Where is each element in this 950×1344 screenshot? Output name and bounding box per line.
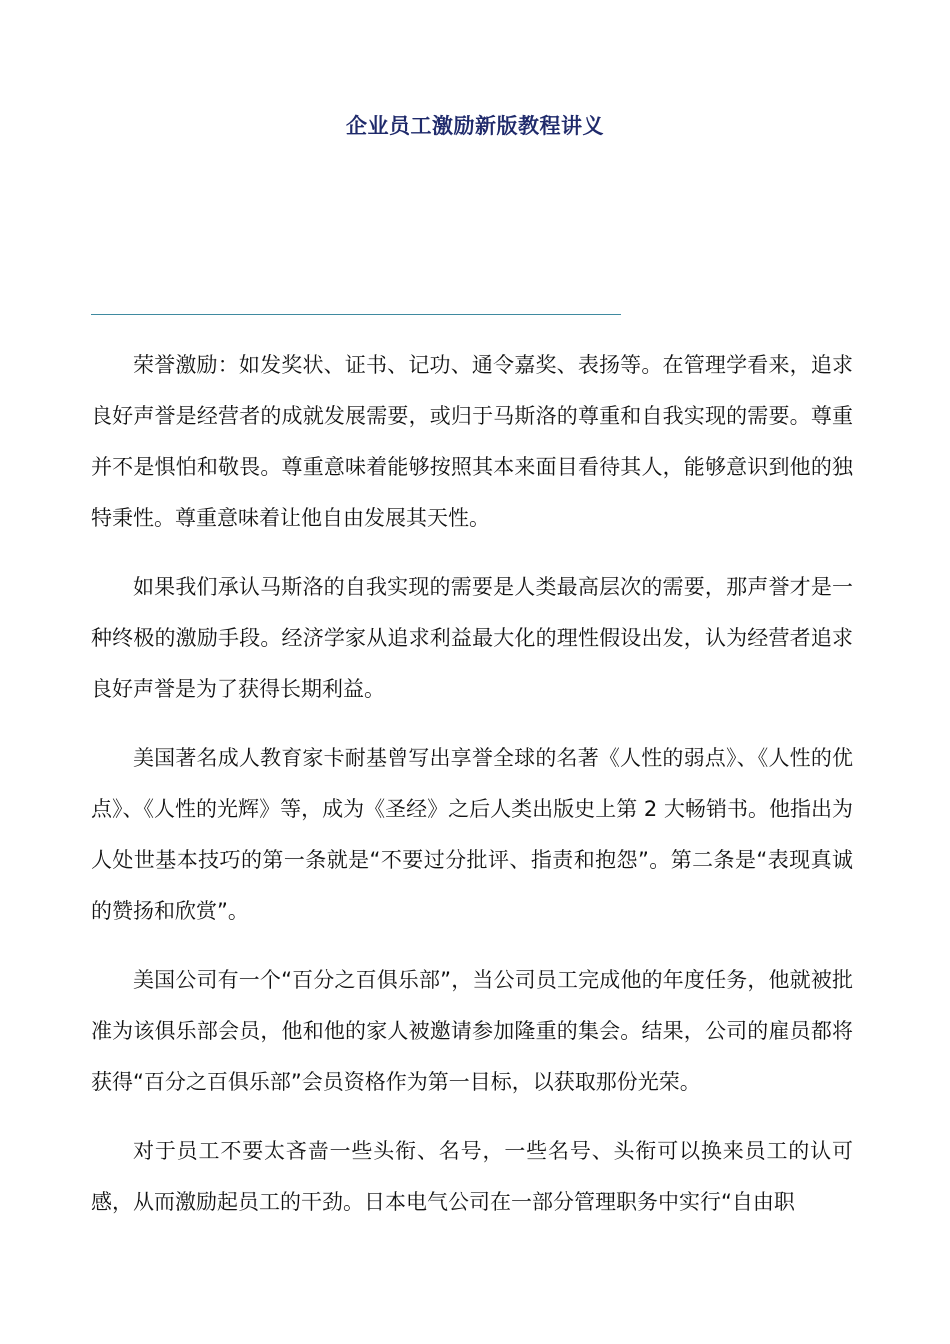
document-body: [91, 340, 853, 1246]
document-title: 企业员工激励新版教程讲义: [346, 114, 604, 138]
paragraph-honor-incentive: 荣誉激励：如发奖状、证书、记功、通令嘉奖、表扬等。在管理学看来，追求良好声誉是经营者的成就发展需要，或归于马斯洛的尊重和自我实现的需要。尊重并不是惧怕和敬畏。尊重意味着能够按照其本来面目看待其人，能够意识到他的独特秉性。尊重意味着让他自由发展其天性。: [91, 353, 853, 530]
paragraph-maslow-self-actualization: 如果我们承认马斯洛的自我实现的需要是人类最高层次的需要，那声誉才是一种终极的激励手段。经济学家从追求利益最大化的理性假设出发，认为经营者追求良好声誉是为了获得长期利益。: [91, 575, 853, 701]
title-divider: [91, 314, 621, 315]
paragraph-carnegie: 美国著名成人教育家卡耐基曾写出享誉全球的名著《人性的弱点》、《人性的优点》、《人性的光辉》等，成为《圣经》之后人类出版史上第 2 大畅销书。他指出为人处世基本技巧的第一条就是“不要过分批评、指责和抱怨”。第二条是“表现真诚的赞扬和欣赏”。: [91, 746, 853, 923]
paragraph-titles-and-names: 对于员工不要太吝啬一些头衔、名号，一些名号、头衔可以换来员工的认可感，从而激励起员工的干劲。日本电气公司在一部分管理职务中实行“自由职: [91, 1139, 853, 1214]
paragraph-hundred-percent-club: 美国公司有一个“百分之百俱乐部”，当公司员工完成他的年度任务，他就被批准为该俱乐部会员，他和他的家人被邀请参加隆重的集会。结果，公司的雇员都将获得“百分之百俱乐部”会员资格作为第一目标，以获取那份光荣。: [91, 968, 853, 1094]
